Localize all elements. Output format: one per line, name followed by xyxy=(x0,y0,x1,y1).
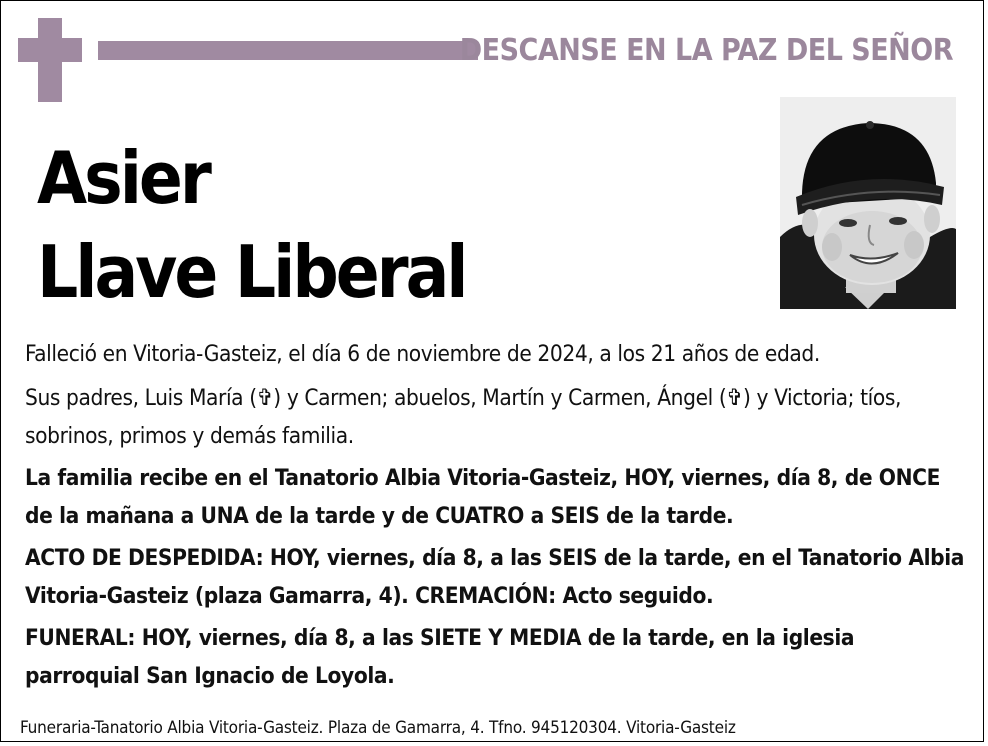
cross-icon: ✞ xyxy=(726,385,743,411)
family-text-part-2: ) y Carmen; abuelos, Martín y Carmen, Ángel ( xyxy=(273,385,727,411)
obituary-text xyxy=(25,335,969,699)
header-motto: DESCANSE EN LA PAZ DEL SEÑOR xyxy=(459,33,953,68)
deceased-photo xyxy=(780,97,956,309)
header-divider-bar xyxy=(98,41,478,60)
deceased-surnames: Llave Liberal xyxy=(37,230,466,314)
family-paragraph xyxy=(25,379,969,455)
wake-paragraph: La familia recibe en el Tanatorio Albia Vitoria-Gasteiz, HOY, viernes, día 8, de ONCE de la mañana a UNA de la tarde y de CUATRO a SEIS de la tarde. xyxy=(25,465,941,529)
funeral-paragraph: FUNERAL: HOY, viernes, día 8, a las SIETE Y MEDIA de la tarde, en la iglesia parroquial San Ignacio de Loyola. xyxy=(25,625,855,689)
death-notice-paragraph: Falleció en Vitoria-Gasteiz, el día 6 de noviembre de 2024, a los 21 años de edad. xyxy=(25,341,820,367)
deceased-first-name: Asier xyxy=(37,136,209,220)
funeral-home-footer: Funeraria-Tanatorio Albia Vitoria-Gasteiz. Plaza de Gamarra, 4. Tfno. 945120304. Vitoria-Gasteiz xyxy=(20,718,736,738)
farewell-paragraph: ACTO DE DESPEDIDA: HOY, viernes, día 8, a las SEIS de la tarde, en el Tanatorio Albia Vitoria-Gasteiz (plaza Gamarra, 4). CREMACIÓN: Acto seguido. xyxy=(25,545,965,609)
family-text-part-1: Sus padres, Luis María ( xyxy=(25,385,257,411)
cross-icon: ✞ xyxy=(256,385,274,411)
cross-horizontal-bar xyxy=(18,38,82,62)
family-text-part-3: ) y Victoria; tíos, sobrinos, primos y demás familia. xyxy=(25,385,902,449)
deceased-name xyxy=(37,131,465,319)
